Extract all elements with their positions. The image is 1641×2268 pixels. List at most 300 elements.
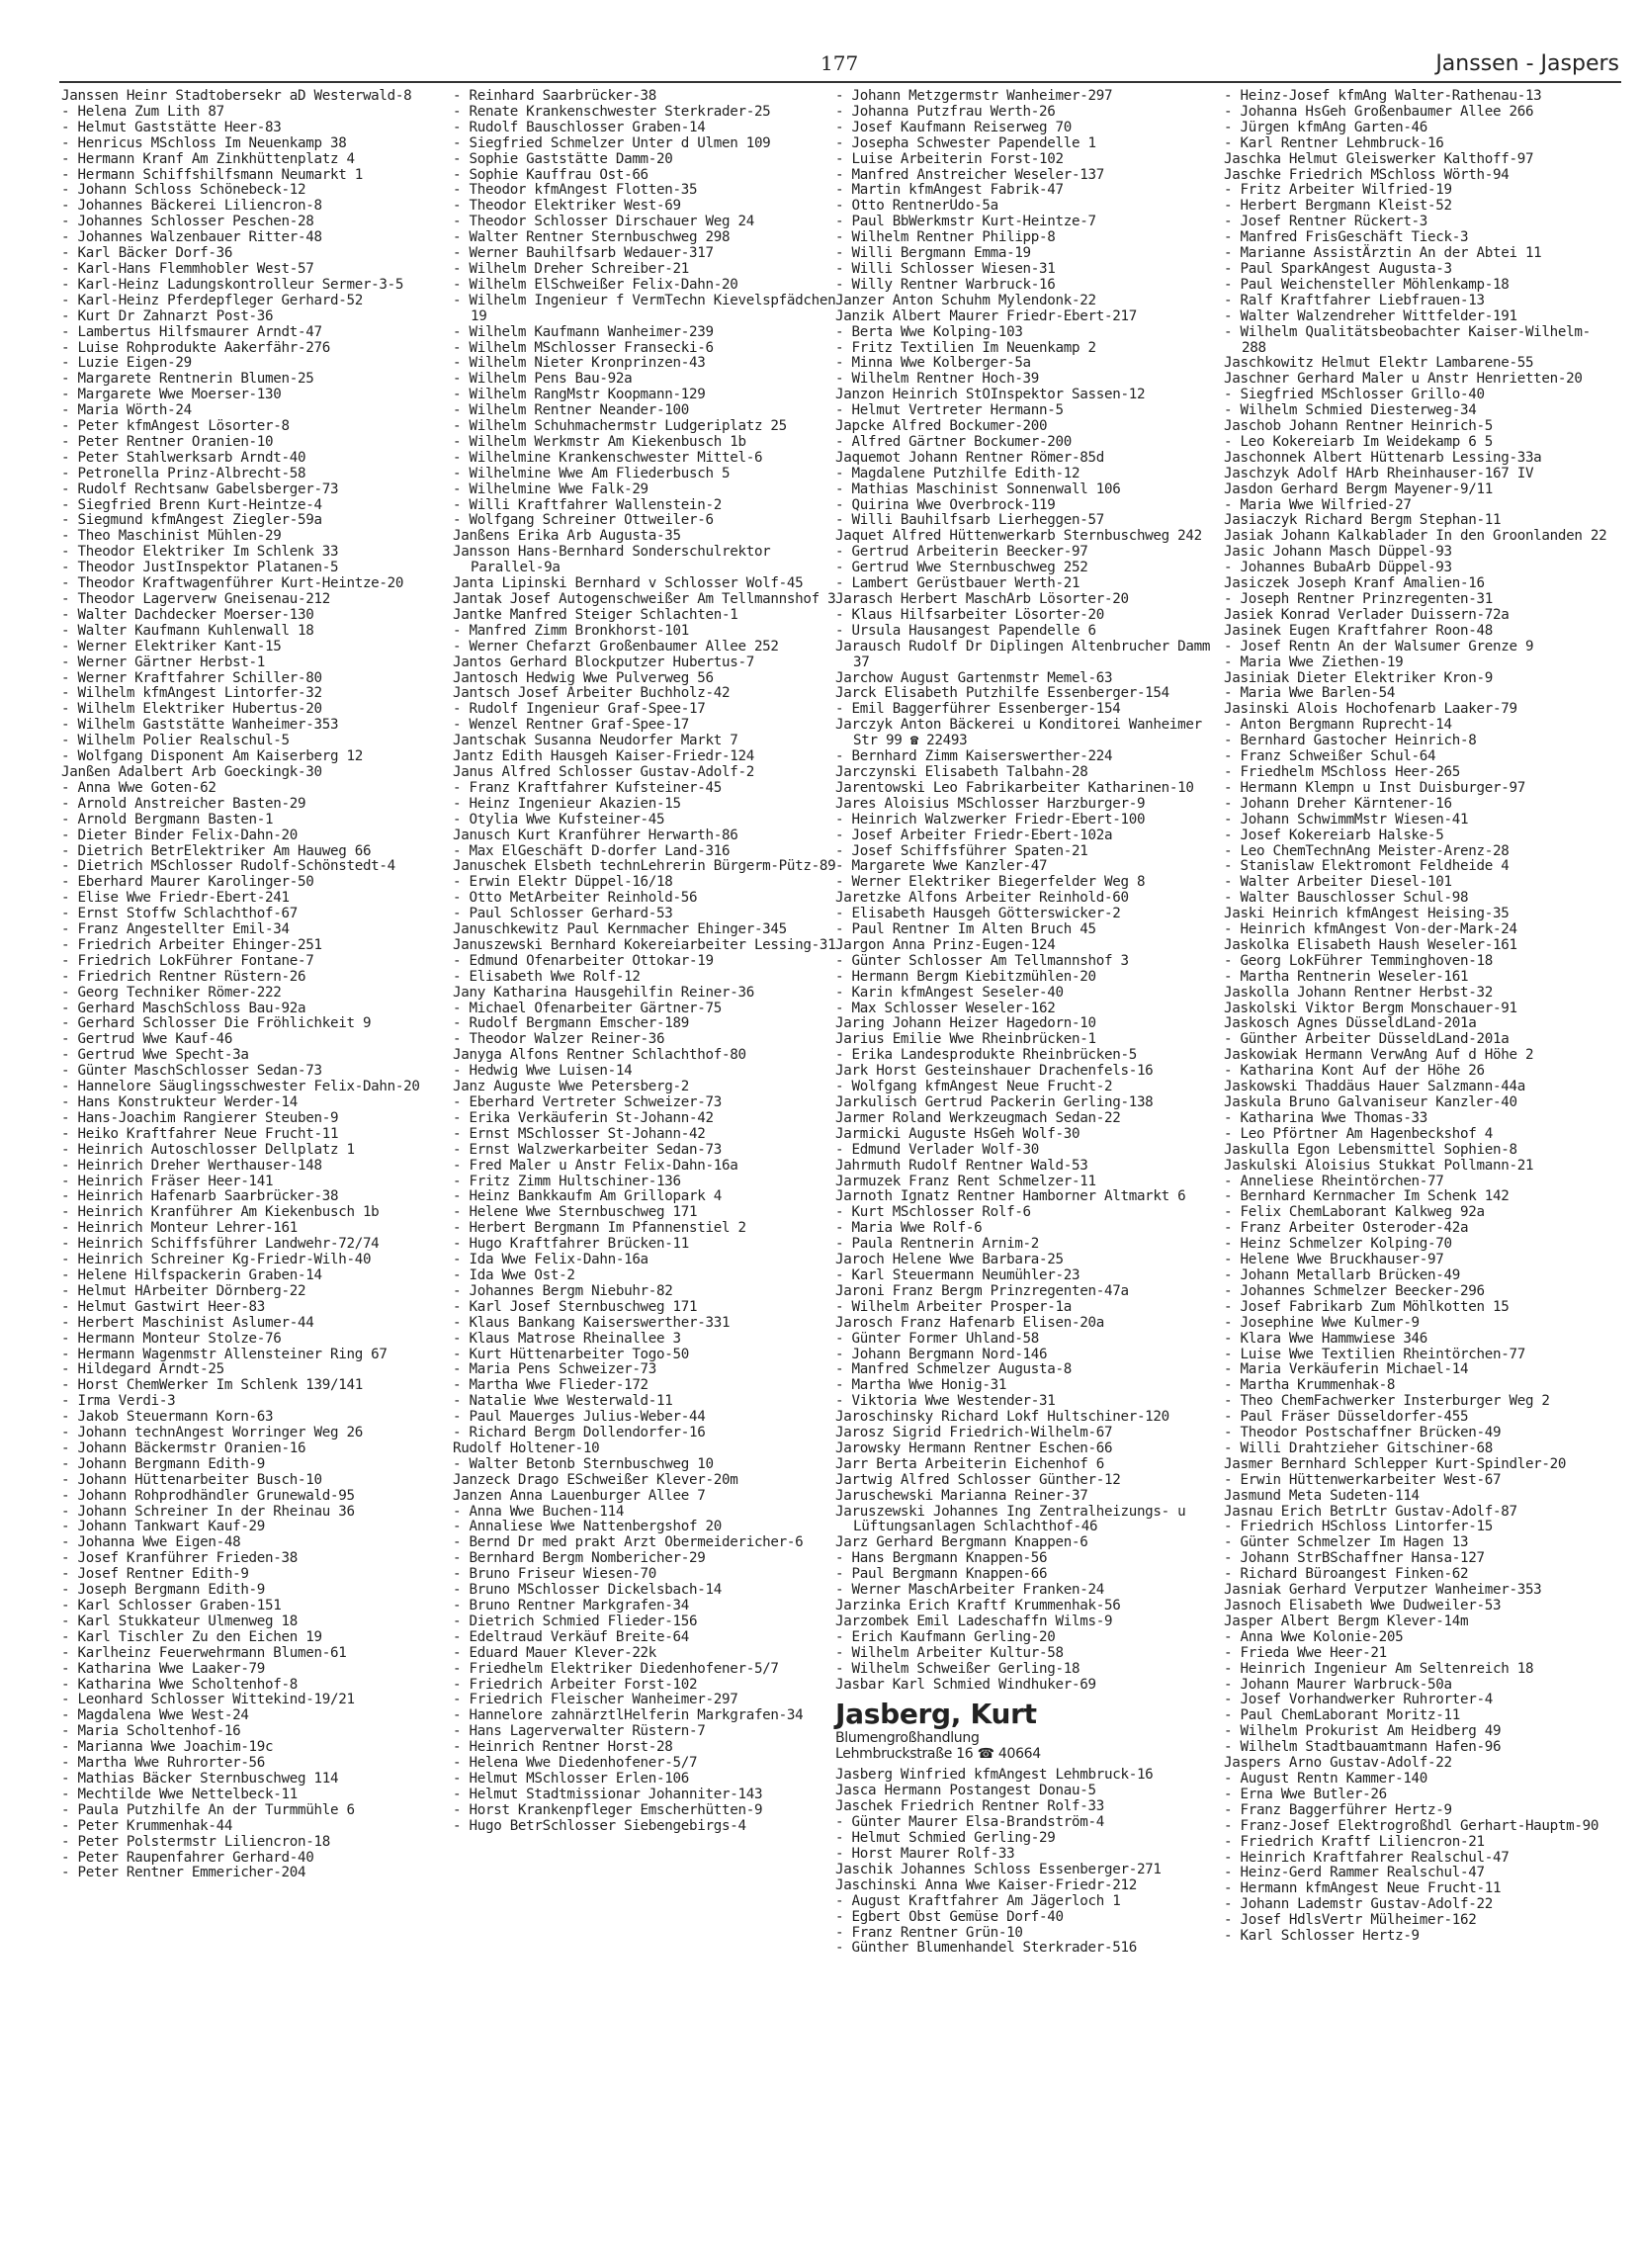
directory-entry: Jarz Gerhard Bergmann Knappen-6 [835, 1534, 1088, 1551]
directory-entry: - Johannes Bäckerei Liliencron-8 [61, 198, 322, 215]
directory-entry: - Maria Scholtenhof-16 [61, 1723, 241, 1740]
directory-entry: - Wolfgang Schreiner Ottweiler-6 [453, 512, 714, 529]
directory-entry: Jaschkowitz Helmut Elektr Lambarene-55 [1224, 355, 1534, 372]
directory-entry: - Bernhard Gastocher Heinrich-8 [1224, 733, 1477, 749]
directory-entry: - Theo Maschinist Mühlen-29 [61, 528, 282, 545]
directory-entry: - Johann Tankwart Kauf-29 [61, 1519, 266, 1535]
directory-entry: - Josef Rentn An der Walsumer Grenze 9 [1224, 638, 1534, 654]
directory-entry: - Rudolf Bergmann Emscher-189 [453, 1015, 690, 1032]
directory-entry: - Friedrich LokFührer Fontane-7 [61, 952, 314, 969]
directory-entry: - Günther Arbeiter DüsseldLand-201a [1224, 1031, 1510, 1048]
directory-entry: - Luise Rohprodukte Aakerfähr-276 [61, 339, 330, 356]
directory-entry: - Georg LokFührer Temminghoven-18 [1224, 952, 1493, 969]
directory-entry: - Magdalena Wwe West-24 [61, 1707, 249, 1724]
directory-entry: - Sophie Gaststätte Damm-20 [453, 150, 673, 167]
directory-entry: - Anna Wwe Goten-62 [61, 779, 216, 796]
directory-entry: - Erna Wwe Butler-26 [1224, 1786, 1387, 1802]
directory-entry: - Franz Arbeiter Osteroder-42a [1224, 1220, 1469, 1237]
directory-entry: - Manfred Zimm Bronkhorst-101 [453, 622, 690, 639]
directory-entry: - Friedrich HSchloss Lintorfer-15 [1224, 1519, 1493, 1535]
directory-entry: - Otylia Wwe Kufsteiner-45 [453, 811, 665, 828]
directory-entry: - Martha Krummenhak-8 [1224, 1377, 1396, 1394]
directory-entry: - Margarete Wwe Moerser-130 [61, 387, 282, 403]
directory-entry: - Manfred Schmelzer Augusta-8 [835, 1361, 1073, 1378]
directory-entry: - Siegfried Brenn Kurt-Heintze-4 [61, 496, 322, 513]
advertisement-box [835, 1699, 1223, 1762]
directory-entry: Jantschak Susanna Neudorfer Markt 7 [453, 733, 738, 749]
directory-entry: - Wilhelm Ingenieur f VermTechn Kievelspfädchen 19 [453, 292, 836, 324]
directory-entry: - Johann StrBSchaffner Hansa-127 [1224, 1550, 1485, 1567]
directory-entry: - Helmut Gaststätte Heer-83 [61, 119, 282, 135]
directory-entry: - Theodor Kraftwagenführer Kurt-Heintze-20 [61, 575, 404, 592]
directory-entry: Jaskowiak Hermann VerwAng Auf d Höhe 2 [1224, 1047, 1534, 1064]
directory-entry: Jantos Gerhard Blockputzer Hubertus-7 [453, 654, 754, 670]
directory-entry: - Michael Ofenarbeiter Gärtner-75 [453, 1000, 722, 1016]
directory-entry: - Theo ChemFachwerker Insterburger Weg 2 [1224, 1393, 1550, 1410]
directory-entry: Jasiczek Joseph Kranf Amalien-16 [1224, 575, 1485, 592]
directory-entry: - Wilhelm Schmied Diesterweg-34 [1224, 402, 1477, 419]
directory-entry: - Heinrich Monteur Lehrer-161 [61, 1220, 299, 1237]
directory-entry: Jasiek Konrad Verlader Duissern-72a [1224, 606, 1510, 623]
directory-entry: Jasberg Winfried kfmAngest Lehmbruck-16 [835, 1767, 1154, 1784]
directory-entry: - Maria Wwe Barlen-54 [1224, 685, 1396, 702]
directory-entry: - Hans-Joachim Rangierer Steuben-9 [61, 1109, 339, 1126]
directory-entry: Jasic Johann Masch Düppel-93 [1224, 544, 1452, 561]
directory-entry: - Edeltraud Verkäuf Breite-64 [453, 1628, 690, 1645]
directory-entry: - Helene Wwe Bruckhauser-97 [1224, 1252, 1444, 1268]
directory-entry: Jaquet Alfred Hüttenwerkarb Sternbuschweg 242 [835, 528, 1202, 545]
directory-entry: Jasnoch Elisabeth Wwe Dudweiler-53 [1224, 1598, 1502, 1614]
directory-entry: Jaskulski Aloisius Stukkat Pollmann-21 [1224, 1157, 1534, 1174]
directory-entry: - Wilhelm Rentner Neander-100 [453, 402, 690, 419]
directory-entry: - Paula Putzhilfe An der Turmmühle 6 [61, 1801, 355, 1818]
directory-entry: - Arnold Anstreicher Basten-29 [61, 795, 306, 812]
directory-entry: Jarkulisch Gertrud Packerin Gerling-138 [835, 1094, 1154, 1110]
directory-entry: - Heinrich Autoschlosser Dellplatz 1 [61, 1141, 355, 1158]
directory-entry: - Gertrud Wwe Sternbuschweg 252 [835, 560, 1088, 576]
directory-entry: - Gerhard Schlosser Die Fröhlichkeit 9 [61, 1015, 372, 1032]
directory-entry: - Walter Rentner Sternbuschweg 298 [453, 229, 731, 246]
directory-entry: - Anna Wwe Kolonie-205 [1224, 1628, 1404, 1645]
header-rule [59, 81, 1621, 83]
directory-entry: - Friedhelm MSchloss Heer-265 [1224, 763, 1461, 780]
directory-entry: Japcke Alfred Bockumer-200 [835, 418, 1048, 435]
directory-entry: - Ernst MSchlosser St-Johann-42 [453, 1125, 706, 1142]
directory-entry: Jaschik Johannes Schloss Essenberger-271 [835, 1861, 1162, 1877]
directory-entry: - Fritz Arbeiter Wilfried-19 [1224, 182, 1452, 199]
directory-entry: - Manfred Anstreicher Weseler-137 [835, 166, 1104, 183]
directory-entry: - Theodor Schlosser Dirschauer Weg 24 [453, 214, 754, 230]
directory-entry: - Friedrich Arbeiter Ehinger-251 [61, 936, 322, 953]
directory-entry: - Johann Maurer Warbruck-50a [1224, 1676, 1452, 1693]
directory-entry: Jaroni Franz Bergm Prinzregenten-47a [835, 1282, 1129, 1299]
directory-entry: - Hedwig Wwe Luisen-14 [453, 1063, 633, 1080]
directory-entry: - Wilhelm Stadtbauamtmann Hafen-96 [1224, 1739, 1502, 1756]
directory-entry: - Paul Bergmann Knappen-66 [835, 1566, 1048, 1583]
directory-entry: - Felix ChemLaborant Kalkweg 92a [1224, 1204, 1485, 1221]
directory-entry: - Willi Bergmann Emma-19 [835, 245, 1031, 262]
directory-entry: - Wilhelm Schuhmachermstr Ludgeriplatz 25 [453, 418, 787, 435]
directory-entry: - Paul Weichensteller Möhlenkamp-18 [1224, 276, 1510, 293]
directory-entry: - Hermann Wagenmstr Allensteiner Ring 67 [61, 1346, 388, 1362]
directory-entry: - Hugo BetrSchlosser Siebengebirgs-4 [453, 1817, 746, 1834]
directory-entry: Januschkewitz Paul Kernmacher Ehinger-345 [453, 921, 787, 938]
directory-entry: Jasdon Gerhard Bergm Mayener-9/11 [1224, 480, 1493, 497]
directory-entry: - Leo Pförtner Am Hagenbeckshof 4 [1224, 1125, 1493, 1142]
directory-entry: - Heinz-Gerd Rammer Realschul-47 [1224, 1865, 1485, 1881]
directory-entry: Jaski Heinrich kfmAngest Heising-35 [1224, 906, 1510, 922]
directory-entry: - Paula Rentnerin Arnim-2 [835, 1236, 1040, 1253]
directory-entry: Jaquemot Johann Rentner Römer-85d [835, 449, 1104, 466]
directory-entry: - Alfred Gärtner Bockumer-200 [835, 433, 1073, 450]
directory-entry: - Friedrich Rentner Rüstern-26 [61, 968, 306, 985]
directory-entry: - Helmut Gastwirt Heer-83 [61, 1298, 266, 1315]
directory-entry: Jahrmuth Rudolf Rentner Wald-53 [835, 1157, 1088, 1174]
directory-entry: Janyga Alfons Rentner Schlachthof-80 [453, 1047, 746, 1064]
directory-entry: - Wilhelmine Wwe Falk-29 [453, 480, 648, 497]
directory-entry: - Maria Verkäuferin Michael-14 [1224, 1361, 1469, 1378]
directory-entry: - Mathias Bäcker Sternbuschweg 114 [61, 1770, 339, 1787]
directory-entry: - Maria Wwe Ziethen-19 [1224, 654, 1404, 670]
directory-entry: Jasmer Bernhard Schlepper Kurt-Spindler-20 [1224, 1455, 1567, 1472]
directory-entry: - Paul BbWerkmstr Kurt-Heintze-7 [835, 214, 1096, 230]
directory-entry: Jarzombek Emil Ladeschaffn Wilms-9 [835, 1613, 1113, 1629]
directory-entry: - Horst Maurer Rolf-33 [835, 1845, 1015, 1862]
directory-entry: - Richard Büroangest Finken-62 [1224, 1566, 1469, 1583]
directory-entry: - Franz Baggerführer Hertz-9 [1224, 1801, 1452, 1818]
directory-entry: - Friedrich Arbeiter Forst-102 [453, 1676, 698, 1693]
directory-entry: - Rudolf Ingenieur Graf-Spee-17 [453, 701, 706, 718]
directory-entry: - Erika Landesprodukte Rheinbrücken-5 [835, 1047, 1137, 1064]
directory-entry: Jares Aloisius MSchlosser Harzburger-9 [835, 795, 1146, 812]
directory-entry: - Peter Krummenhak-44 [61, 1817, 233, 1834]
directory-entry: - Elise Wwe Friedr-Ebert-241 [61, 890, 290, 907]
directory-entry: - Josepha Schwester Papendelle 1 [835, 134, 1096, 151]
directory-entry: - Ursula Hausangest Papendelle 6 [835, 622, 1096, 639]
directory-entry: - Frieda Wwe Heer-21 [1224, 1644, 1387, 1661]
directory-entry: - Friedhelm Elektriker Diedenhofener-5/7 [453, 1660, 779, 1677]
directory-entry: - Heiko Kraftfahrer Neue Frucht-11 [61, 1125, 339, 1142]
directory-entry: - Peter Rentner Oranien-10 [61, 433, 274, 450]
directory-entry: Jaruschewski Marianna Reiner-37 [835, 1487, 1088, 1504]
directory-entry: - Peter kfmAngest Lösorter-8 [61, 418, 290, 435]
directory-entry: Jarosz Sigrid Friedrich-Wilhelm-67 [835, 1425, 1113, 1441]
directory-entry: - Josef Schiffsführer Spaten-21 [835, 842, 1088, 859]
directory-entry: - Wilhelm Arbeiter Kultur-58 [835, 1644, 1064, 1661]
directory-entry: - Wilhelm Rentner Philipp-8 [835, 229, 1056, 246]
directory-entry: - Johann Metallarb Brücken-49 [1224, 1266, 1461, 1283]
directory-entry: - Karl-Heinz Ladungskontrolleur Sermer-3-5 [61, 276, 404, 293]
directory-entry: - Friedrich Fleischer Wanheimer-297 [453, 1692, 738, 1708]
directory-entry: - Günter Schlosser Am Tellmannshof 3 [835, 952, 1129, 969]
directory-entry: - Werner MaschArbeiter Franken-24 [835, 1582, 1104, 1599]
directory-entry: - Hans Konstrukteur Werder-14 [61, 1094, 299, 1110]
directory-entry: - Helmut Schmied Gerling-29 [835, 1830, 1056, 1847]
directory-entry: - Theodor Walzer Reiner-36 [453, 1031, 665, 1048]
directory-entry: - Natalie Wwe Westerwald-11 [453, 1393, 673, 1410]
directory-entry: Jarowsky Hermann Rentner Eschen-66 [835, 1439, 1113, 1456]
directory-entry: - Josef Arbeiter Friedr-Ebert-102a [835, 827, 1113, 843]
directory-entry: - Gerhard MaschSchloss Bau-92a [61, 1000, 306, 1016]
directory-entry: Rudolf Holtener-10 [453, 1439, 600, 1456]
directory-entry: Jantsch Josef Arbeiter Buchholz-42 [453, 685, 731, 702]
directory-entry: - Willi Kraftfahrer Wallenstein-2 [453, 496, 722, 513]
directory-entry: Jarosch Franz Hafenarb Elisen-20a [835, 1314, 1104, 1331]
directory-entry: - Luise Wwe Textilien Rheintörchen-77 [1224, 1346, 1525, 1362]
directory-entry: - Erika Verkäuferin St-Johann-42 [453, 1109, 714, 1126]
directory-entry: Janzer Anton Schuhm Mylendonk-22 [835, 292, 1096, 308]
directory-entry: - Karl Schlosser Graben-151 [61, 1598, 282, 1614]
directory-entry: - Werner Gärtner Herbst-1 [61, 654, 266, 670]
directory-entry: - Johann Metzgermstr Wanheimer-297 [835, 88, 1113, 104]
directory-entry: - Heinz Ingenieur Akazien-15 [453, 795, 681, 812]
directory-entry: - Josef Kranführer Frieden-38 [61, 1550, 299, 1567]
directory-entry: - Theodor Postschaffner Brücken-49 [1224, 1425, 1502, 1441]
directory-entry: - Marianne AssistÄrztin An der Abtei 11 [1224, 245, 1542, 262]
directory-entry: - Willy Rentner Warbruck-16 [835, 276, 1056, 293]
directory-entry: - Wilhelm Polier Realschul-5 [61, 733, 290, 749]
directory-entry: - Walter Walzendreher Wittfelder-191 [1224, 307, 1517, 324]
directory-entry: - Josef HdlsVertr Mülheimer-162 [1224, 1912, 1477, 1929]
directory-entry: Jantke Manfred Steiger Schlachten-1 [453, 606, 738, 623]
directory-entry: Jantak Josef Autogenschweißer Am Tellmannshof 3 [453, 591, 836, 607]
directory-entry: - Martha Wwe Ruhrorter-56 [61, 1755, 266, 1772]
directory-entry: - Johanna Putzfrau Werth-26 [835, 103, 1056, 120]
directory-entry: Jaskolka Elisabeth Haush Weseler-161 [1224, 936, 1517, 953]
directory-entry: - Viktoria Wwe Westender-31 [835, 1393, 1056, 1410]
directory-entry: Jasiak Johann Kalkablader In den Groonlanden 22 [1224, 528, 1607, 545]
directory-entry: - Heinrich Fräser Heer-141 [61, 1173, 274, 1189]
directory-entry: Jantz Edith Hausgeh Kaiser-Friedr-124 [453, 748, 754, 765]
directory-entry: - Johann technAngest Worringer Weg 26 [61, 1425, 363, 1441]
directory-entry: - Egbert Obst Gemüse Dorf-40 [835, 1908, 1064, 1925]
directory-entry: - Klaus Bankang Kaiserswerther-331 [453, 1314, 731, 1331]
directory-entry: - Joseph Bergmann Edith-9 [61, 1582, 266, 1599]
directory-entry: - Helena Wwe Diedenhofener-5/7 [453, 1755, 698, 1772]
directory-entry: - Kurt Dr Zahnarzt Post-36 [61, 307, 274, 324]
directory-entry: Jaspers Arno Gustav-Adolf-22 [1224, 1755, 1452, 1772]
directory-entry: Jansson Hans-Bernhard Sonderschulrektor Parallel-9a [453, 544, 771, 576]
directory-entry: - Bernhard Kernmacher Im Schenk 142 [1224, 1188, 1510, 1205]
directory-entry: - Maria Pens Schweizer-73 [453, 1361, 657, 1378]
directory-entry: - Karl Steuermann Neumühler-23 [835, 1266, 1080, 1283]
directory-entry: Jaskulla Egon Lebensmittel Sophien-8 [1224, 1141, 1517, 1158]
directory-entry: - Leo Kokereiarb Im Weidekamp 6 5 [1224, 433, 1493, 450]
directory-entry: - Margarete Wwe Kanzler-47 [835, 858, 1048, 875]
directory-entry: - Peter Stahlwerksarb Arndt-40 [61, 449, 306, 466]
directory-entry: - Franz-Josef Elektrogroßhdl Gerhart-Hauptm-90 [1224, 1817, 1599, 1834]
directory-entry: Janßen Adalbert Arb Goeckingk-30 [61, 763, 322, 780]
directory-entry: - Herbert Bergmann Kleist-52 [1224, 198, 1452, 215]
directory-entry: - Werner Elektriker Kant-15 [61, 638, 282, 654]
directory-entry: Jarzinka Erich Kraftf Krummenhak-56 [835, 1598, 1121, 1614]
directory-entry: - Klaus Hilfsarbeiter Lösorter-20 [835, 606, 1104, 623]
column-2 [453, 89, 840, 1835]
directory-entry: - Hannelore zahnärztlHelferin Markgrafen-34 [453, 1707, 804, 1724]
directory-entry: Jaschke Friedrich MSchloss Wörth-94 [1224, 166, 1510, 183]
directory-entry: - Eberhard Maurer Karolinger-50 [61, 874, 314, 891]
directory-entry: Janzen Anna Lauenburger Allee 7 [453, 1487, 706, 1504]
directory-entry: Jasinek Eugen Kraftfahrer Roon-48 [1224, 622, 1493, 639]
directory-entry: - Heinz Schmelzer Kolping-70 [1224, 1236, 1452, 1253]
directory-entry: - Katharina Wwe Laaker-79 [61, 1660, 266, 1677]
directory-entry: - Friedrich Kraftf Liliencron-21 [1224, 1833, 1485, 1850]
directory-entry: - Petronella Prinz-Albrecht-58 [61, 465, 306, 481]
directory-entry: - Dietrich BetrElektriker Am Hauweg 66 [61, 842, 372, 859]
directory-entry: Jarmicki Auguste HsGeh Wolf-30 [835, 1125, 1080, 1142]
directory-entry: - August Kraftfahrer Am Jägerloch 1 [835, 1892, 1121, 1909]
directory-entry: - Helmut Vertreter Hermann-5 [835, 402, 1064, 419]
directory-entry: Jasiaczyk Richard Bergm Stephan-11 [1224, 512, 1502, 529]
directory-entry: - Gertrud Wwe Kauf-46 [61, 1031, 233, 1048]
directory-entry: - Josef Kaufmann Reiserweg 70 [835, 119, 1073, 135]
directory-entry: - Johannes Schmelzer Beecker-296 [1224, 1282, 1485, 1299]
directory-entry: - Max ElGeschäft D-dorfer Land-316 [453, 842, 731, 859]
directory-entry: - Karin kfmAngest Seseler-40 [835, 984, 1064, 1001]
directory-entry: - Anna Wwe Buchen-114 [453, 1503, 625, 1520]
directory-entry: - Heinrich Dreher Werthauser-148 [61, 1157, 322, 1174]
page-number: 177 [820, 51, 859, 75]
running-head: Janssen - Jaspers [1435, 51, 1619, 76]
directory-entry: - Karlheinz Feuerwehrmann Blumen-61 [61, 1644, 347, 1661]
directory-entry: - Franz Angestellter Emil-34 [61, 921, 290, 938]
directory-entry: Jark Horst Gesteinshauer Drachenfels-16 [835, 1063, 1154, 1080]
directory-entry: - Franz Rentner Grün-10 [835, 1924, 1023, 1941]
directory-entry: - Johannes Bergm Niebuhr-82 [453, 1282, 673, 1299]
directory-entry: Jartwig Alfred Schlosser Günther-12 [835, 1471, 1121, 1488]
directory-entry: - Dieter Binder Felix-Dahn-20 [61, 827, 299, 843]
directory-entry: - Martha Rentnerin Weseler-161 [1224, 968, 1469, 985]
directory-entry: - Theodor JustInspektor Platanen-5 [61, 560, 339, 576]
directory-entry: Jasnau Erich BetrLtr Gustav-Adolf-87 [1224, 1503, 1517, 1520]
directory-entry: Jarchow August Gartenmstr Memel-63 [835, 669, 1113, 686]
directory-entry: - Günter Schmelzer Im Hagen 13 [1224, 1534, 1469, 1551]
directory-entry: - Jakob Steuermann Korn-63 [61, 1409, 274, 1426]
directory-entry: Jaskosch Agnes DüsseldLand-201a [1224, 1015, 1477, 1032]
directory-entry: - Peter Raupenfahrer Gerhard-40 [61, 1849, 314, 1866]
directory-entry: - Wilhelm Gaststätte Wanheimer-353 [61, 717, 339, 734]
directory-entry: Jasniak Gerhard Verputzer Wanheimer-353 [1224, 1582, 1542, 1599]
ad-business-type: Blumengroßhandlung [835, 1730, 980, 1747]
directory-entry: - Jürgen kfmAng Garten-46 [1224, 119, 1428, 135]
directory-entry: - Herbert Bergmann Im Pfannenstiel 2 [453, 1220, 746, 1237]
directory-entry: - Johann Schloss Schönebeck-12 [61, 182, 306, 199]
directory-entry: - Wolfgang Disponent Am Kaiserberg 12 [61, 748, 363, 765]
directory-entry: - Georg Techniker Römer-222 [61, 984, 282, 1001]
directory-entry: Jarentowski Leo Fabrikarbeiter Katharinen-10 [835, 779, 1194, 796]
directory-entry: Jaroschinsky Richard Lokf Hultschiner-120 [835, 1409, 1169, 1426]
directory-entry: - Sophie Kauffrau Ost-66 [453, 166, 648, 183]
directory-entry: - Heinz-Josef kfmAng Walter-Rathenau-13 [1224, 88, 1542, 104]
directory-entry: - Siegmund kfmAngest Ziegler-59a [61, 512, 322, 529]
directory-entry: - Edmund Verlader Wolf-30 [835, 1141, 1040, 1158]
directory-entry: - Richard Bergm Dollendorfer-16 [453, 1425, 706, 1441]
directory-entry: Jaskowski Thaddäus Hauer Salzmann-44a [1224, 1079, 1525, 1095]
directory-entry: Jarnoth Ignatz Rentner Hamborner Altmarkt 6 [835, 1188, 1186, 1205]
directory-entry: - August Rentn Kammer-140 [1224, 1770, 1428, 1787]
directory-entry: Jarius Emilie Wwe Rheinbrücken-1 [835, 1031, 1096, 1048]
directory-entry: - Theodor Elektriker Im Schlenk 33 [61, 544, 339, 561]
directory-entry: - Werner Kraftfahrer Schiller-80 [61, 669, 322, 686]
directory-entry: Jaskolski Viktor Bergm Monschauer-91 [1224, 1000, 1517, 1016]
directory-entry: Jargon Anna Prinz-Eugen-124 [835, 936, 1056, 953]
directory-entry: - Helmut MSchlosser Erlen-106 [453, 1770, 690, 1787]
directory-entry: - Eberhard Vertreter Schweizer-73 [453, 1094, 722, 1110]
directory-entry: Jasbar Karl Schmied Windhuker-69 [835, 1676, 1096, 1693]
directory-entry: - Karl Josef Sternbuschweg 171 [453, 1298, 698, 1315]
directory-entry: - Wilhelm RangMstr Koopmann-129 [453, 387, 706, 403]
directory-entry: - Johann Bergmann Edith-9 [61, 1455, 266, 1472]
directory-entry: - Ernst Stoffw Schlachthof-67 [61, 906, 299, 922]
directory-entry: - Rudolf Rechtsanw Gabelsberger-73 [61, 480, 339, 497]
directory-entry: - Luzie Eigen-29 [61, 355, 192, 372]
directory-entry: Jasper Albert Bergm Klever-14m [1224, 1613, 1469, 1629]
directory-entry: - Karl Stukkateur Ulmenweg 18 [61, 1613, 299, 1629]
directory-entry: - Willi Drahtzieher Gitschiner-68 [1224, 1439, 1493, 1456]
directory-entry: - Bruno MSchlosser Dickelsbach-14 [453, 1582, 722, 1599]
directory-entry: - Günter Former Uhland-58 [835, 1330, 1040, 1347]
directory-entry: - Josephine Wwe Kulmer-9 [1224, 1314, 1420, 1331]
directory-entry: - Joseph Rentner Prinzregenten-31 [1224, 591, 1493, 607]
directory-entry: - Wilhelm Elektriker Hubertus-20 [61, 701, 322, 718]
directory-entry: - Wenzel Rentner Graf-Spee-17 [453, 717, 690, 734]
directory-entry: - Heinrich kfmAngest Von-der-Mark-24 [1224, 921, 1517, 938]
directory-entry: - Willi Bauhilfsarb Lierheggen-57 [835, 512, 1104, 529]
directory-entry: Jantosch Hedwig Wwe Pulverweg 56 [453, 669, 714, 686]
directory-entry: - Paul Fräser Düsseldorfer-455 [1224, 1409, 1469, 1426]
directory-entry: - Günter Maurer Elsa-Brandström-4 [835, 1814, 1104, 1831]
directory-entry: Jarausch Rudolf Dr Diplingen Altenbrucher Damm 37 [835, 638, 1211, 670]
directory-entry: - Karl-Hans Flemmhobler West-57 [61, 260, 314, 277]
directory-entry: - Heinrich Kranführer Am Kiekenbusch 1b [61, 1204, 380, 1221]
directory-entry: - Wilhelm Dreher Schreiber-21 [453, 260, 690, 277]
directory-entry: - Wilhelmine Krankenschwester Mittel-6 [453, 449, 763, 466]
directory-entry: - Wilhelm Rentner Hoch-39 [835, 371, 1040, 388]
directory-entry: Jarasch Herbert MaschArb Lösorter-20 [835, 591, 1129, 607]
directory-entry: - Johannes BubaArb Düppel-93 [1224, 560, 1452, 576]
directory-entry: - Klaus Matrose Rheinallee 3 [453, 1330, 681, 1347]
directory-entry: - Maria Wörth-24 [61, 402, 192, 419]
directory-entry: - Otto RentnerUdo-5a [835, 198, 998, 215]
directory-entry: - Johann Dreher Kärntener-16 [1224, 795, 1452, 812]
directory-entry: Janzon Heinrich StOInspektor Sassen-12 [835, 387, 1146, 403]
directory-entry: - Lambert Gerüstbauer Werth-21 [835, 575, 1080, 592]
directory-entry: - Helena Zum Lith 87 [61, 103, 224, 120]
directory-entry: Januszewski Bernhard Kokereiarbeiter Lessing-31 [453, 936, 836, 953]
directory-entry: - Josef Vorhandwerker Ruhrorter-4 [1224, 1692, 1493, 1708]
directory-entry: - Johanna Wwe Eigen-48 [61, 1534, 241, 1551]
ad-address-phone: Lehmbruckstraße 16 ☎ 40664 [835, 1746, 1041, 1763]
directory-entry: - Siegfried MSchlosser Grillo-40 [1224, 387, 1485, 403]
directory-entry: - Edmund Ofenarbeiter Ottokar-19 [453, 952, 714, 969]
directory-entry: - Paul Mauerges Julius-Weber-44 [453, 1409, 706, 1426]
directory-entry: - Walter Kaufmann Kuhlenwall 18 [61, 622, 314, 639]
directory-entry: - Minna Wwe Kolberger-5a [835, 355, 1031, 372]
directory-entry: - Heinrich Ingenieur Am Seltenreich 18 [1224, 1660, 1534, 1677]
directory-entry: - Manfred FrisGeschäft Tieck-3 [1224, 229, 1469, 246]
directory-entry: - Willi Schlosser Wiesen-31 [835, 260, 1056, 277]
directory-entry: Jaschek Friedrich Rentner Rolf-33 [835, 1798, 1104, 1815]
directory-entry: Jarmer Roland Werkzeugmach Sedan-22 [835, 1109, 1121, 1126]
directory-entry: - Maria Wwe Rolf-6 [835, 1220, 983, 1237]
directory-entry: - Mechtilde Wwe Nettelbeck-11 [61, 1786, 299, 1802]
directory-entry: - Wilhelm kfmAngest Lintorfer-32 [61, 685, 322, 702]
directory-entry: - Lambertus Hilfsmaurer Arndt-47 [61, 323, 322, 340]
directory-entry: - Paul Rentner Im Alten Bruch 45 [835, 921, 1096, 938]
directory-entry: - Paul Schlosser Gerhard-53 [453, 906, 673, 922]
directory-entry: - Karl-Heinz Pferdepfleger Gerhard-52 [61, 292, 363, 308]
directory-entry: Janssen Heinr Stadtobersekr aD Westerwald-8 [61, 88, 412, 104]
